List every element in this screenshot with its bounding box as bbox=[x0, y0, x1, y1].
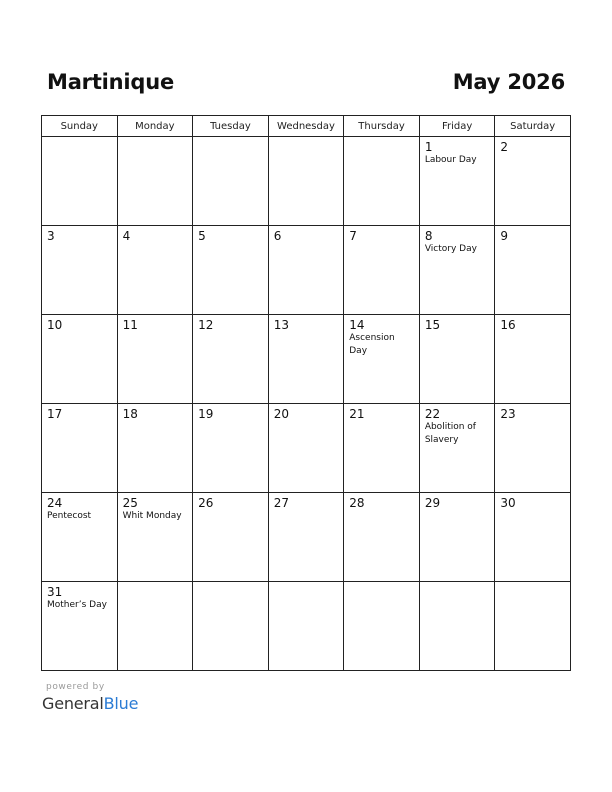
holiday-label: Victory Day bbox=[424, 244, 477, 254]
day-cell-content bbox=[344, 315, 419, 361]
day-cell-content bbox=[344, 582, 419, 588]
day-number: 25 bbox=[122, 496, 138, 510]
day-cell-content bbox=[193, 226, 268, 246]
weekday-header-sunday: Sunday bbox=[42, 116, 118, 137]
calendar-grid bbox=[41, 115, 571, 671]
day-number: 17 bbox=[47, 407, 63, 421]
day-number: 21 bbox=[349, 407, 365, 421]
day-cell-content bbox=[118, 315, 193, 335]
calendar-day-cell bbox=[268, 582, 344, 671]
day-cell-content bbox=[495, 315, 570, 335]
day-cell-content bbox=[118, 582, 193, 588]
day-cell-content bbox=[269, 315, 344, 335]
day-number: 24 bbox=[47, 496, 63, 510]
day-cell-content bbox=[269, 493, 344, 513]
day-cell-content bbox=[42, 582, 117, 615]
calendar-week-row bbox=[42, 226, 571, 315]
day-number: 8 bbox=[424, 229, 433, 243]
day-cell-content bbox=[420, 137, 495, 170]
day-number: 2 bbox=[500, 140, 509, 154]
day-number: 20 bbox=[273, 407, 289, 421]
calendar-day-cell bbox=[117, 404, 193, 493]
calendar-country-title: Martinique bbox=[47, 70, 175, 94]
day-cell-content bbox=[118, 404, 193, 424]
day-cell-content bbox=[420, 315, 495, 335]
holiday-label: Ascension Day bbox=[349, 333, 395, 356]
day-number: 1 bbox=[424, 140, 433, 154]
day-cell-content bbox=[118, 226, 193, 246]
calendar-day-cell bbox=[193, 315, 269, 404]
day-number: 28 bbox=[349, 496, 365, 510]
calendar-day-cell bbox=[117, 226, 193, 315]
calendar-day-cell bbox=[495, 582, 571, 671]
calendar-day-cell bbox=[268, 315, 344, 404]
day-cell-content bbox=[118, 493, 193, 526]
day-cell-content bbox=[193, 404, 268, 424]
calendar-day-cell bbox=[419, 493, 495, 582]
calendar-day-cell bbox=[42, 404, 118, 493]
day-number: 13 bbox=[273, 318, 289, 332]
calendar-day-cell bbox=[419, 404, 495, 493]
day-number: 30 bbox=[500, 496, 516, 510]
day-number: 23 bbox=[500, 407, 516, 421]
weekday-header-monday: Monday bbox=[117, 116, 193, 137]
day-cell-content bbox=[495, 493, 570, 513]
day-cell-content bbox=[193, 582, 268, 588]
day-cell-content bbox=[42, 226, 117, 246]
day-number: 12 bbox=[198, 318, 214, 332]
holiday-label: Pentecost bbox=[47, 511, 92, 521]
day-number: 18 bbox=[122, 407, 138, 421]
calendar-day-cell bbox=[495, 404, 571, 493]
calendar-week-row bbox=[42, 493, 571, 582]
day-cell-content bbox=[193, 315, 268, 335]
day-number: 6 bbox=[273, 229, 282, 243]
day-number: 16 bbox=[500, 318, 516, 332]
day-number: 9 bbox=[500, 229, 509, 243]
day-cell-content bbox=[42, 315, 117, 335]
day-cell-content bbox=[269, 226, 344, 246]
calendar-day-cell bbox=[344, 404, 420, 493]
calendar-day-cell bbox=[268, 226, 344, 315]
weekday-header-tuesday: Tuesday bbox=[193, 116, 269, 137]
day-cell-content bbox=[495, 404, 570, 424]
calendar-day-cell bbox=[193, 493, 269, 582]
calendar-day-cell bbox=[344, 493, 420, 582]
day-cell-content bbox=[344, 226, 419, 246]
calendar-day-cell bbox=[344, 315, 420, 404]
calendar-day-cell bbox=[268, 137, 344, 226]
holiday-label: Whit Monday bbox=[122, 511, 182, 521]
day-cell-content bbox=[42, 404, 117, 424]
weekday-header-saturday: Saturday bbox=[495, 116, 571, 137]
powered-by-text: powered by bbox=[46, 682, 105, 692]
weekday-header-thursday: Thursday bbox=[344, 116, 420, 137]
calendar-day-cell bbox=[495, 315, 571, 404]
calendar-body bbox=[42, 137, 571, 671]
holiday-label: Mother’s Day bbox=[47, 600, 107, 610]
calendar-day-cell bbox=[42, 582, 118, 671]
calendar-week-row bbox=[42, 582, 571, 671]
calendar-day-cell bbox=[419, 137, 495, 226]
day-number: 5 bbox=[198, 229, 206, 243]
calendar-day-cell bbox=[193, 226, 269, 315]
day-number: 22 bbox=[424, 407, 441, 421]
holiday-label: Abolition of Slavery bbox=[424, 422, 476, 445]
calendar-day-cell bbox=[268, 404, 344, 493]
day-number: 26 bbox=[198, 496, 214, 510]
day-number: 29 bbox=[424, 496, 441, 510]
day-number: 4 bbox=[122, 229, 131, 243]
day-cell-content bbox=[420, 226, 495, 259]
day-cell-content bbox=[344, 137, 419, 143]
day-cell-content bbox=[193, 137, 268, 143]
calendar-day-cell bbox=[42, 493, 118, 582]
calendar-day-cell bbox=[117, 582, 193, 671]
day-cell-content bbox=[420, 493, 495, 513]
brand-blue-text: Blue bbox=[103, 694, 139, 713]
calendar-day-cell bbox=[495, 493, 571, 582]
day-cell-content bbox=[269, 137, 344, 143]
day-number: 11 bbox=[122, 318, 138, 332]
calendar-day-cell bbox=[344, 582, 420, 671]
day-number: 15 bbox=[424, 318, 441, 332]
day-cell-content bbox=[42, 137, 117, 143]
calendar-day-cell bbox=[344, 226, 420, 315]
day-number: 10 bbox=[47, 318, 63, 332]
calendar-day-cell bbox=[419, 582, 495, 671]
calendar-day-cell bbox=[419, 226, 495, 315]
calendar-day-cell bbox=[495, 137, 571, 226]
calendar-day-cell bbox=[193, 137, 269, 226]
day-cell-content bbox=[193, 493, 268, 513]
calendar-day-cell bbox=[117, 137, 193, 226]
day-cell-content bbox=[420, 582, 495, 588]
day-cell-content bbox=[42, 493, 117, 526]
calendar-month-title: May 2026 bbox=[452, 70, 565, 94]
day-number: 27 bbox=[273, 496, 289, 510]
day-number: 14 bbox=[349, 318, 365, 332]
calendar-day-cell bbox=[117, 493, 193, 582]
calendar-day-cell bbox=[42, 226, 118, 315]
day-number: 7 bbox=[349, 229, 357, 243]
calendar-day-cell bbox=[419, 315, 495, 404]
day-cell-content bbox=[420, 404, 495, 450]
day-cell-content bbox=[344, 404, 419, 424]
day-cell-content bbox=[269, 582, 344, 588]
calendar-day-cell bbox=[42, 137, 118, 226]
calendar-day-cell bbox=[495, 226, 571, 315]
day-cell-content bbox=[269, 404, 344, 424]
calendar-day-cell bbox=[193, 404, 269, 493]
day-cell-content bbox=[495, 137, 570, 157]
weekday-header-row bbox=[42, 116, 571, 137]
weekday-header-friday: Friday bbox=[419, 116, 495, 137]
calendar-day-cell bbox=[117, 315, 193, 404]
calendar-day-cell bbox=[42, 315, 118, 404]
day-cell-content bbox=[495, 582, 570, 588]
calendar-week-row bbox=[42, 404, 571, 493]
weekday-header-wednesday: Wednesday bbox=[268, 116, 344, 137]
calendar-week-row bbox=[42, 137, 571, 226]
calendar-week-row bbox=[42, 315, 571, 404]
day-number: 3 bbox=[47, 229, 55, 243]
day-cell-content bbox=[344, 493, 419, 513]
day-cell-content bbox=[495, 226, 570, 246]
generalblue-logo[interactable] bbox=[42, 694, 138, 713]
day-cell-content bbox=[118, 137, 193, 143]
day-number: 19 bbox=[198, 407, 214, 421]
brand-general-text: General bbox=[42, 694, 104, 713]
calendar-day-cell bbox=[344, 137, 420, 226]
day-number: 31 bbox=[47, 585, 63, 599]
calendar-day-cell bbox=[268, 493, 344, 582]
holiday-label: Labour Day bbox=[424, 155, 477, 165]
calendar-day-cell bbox=[193, 582, 269, 671]
